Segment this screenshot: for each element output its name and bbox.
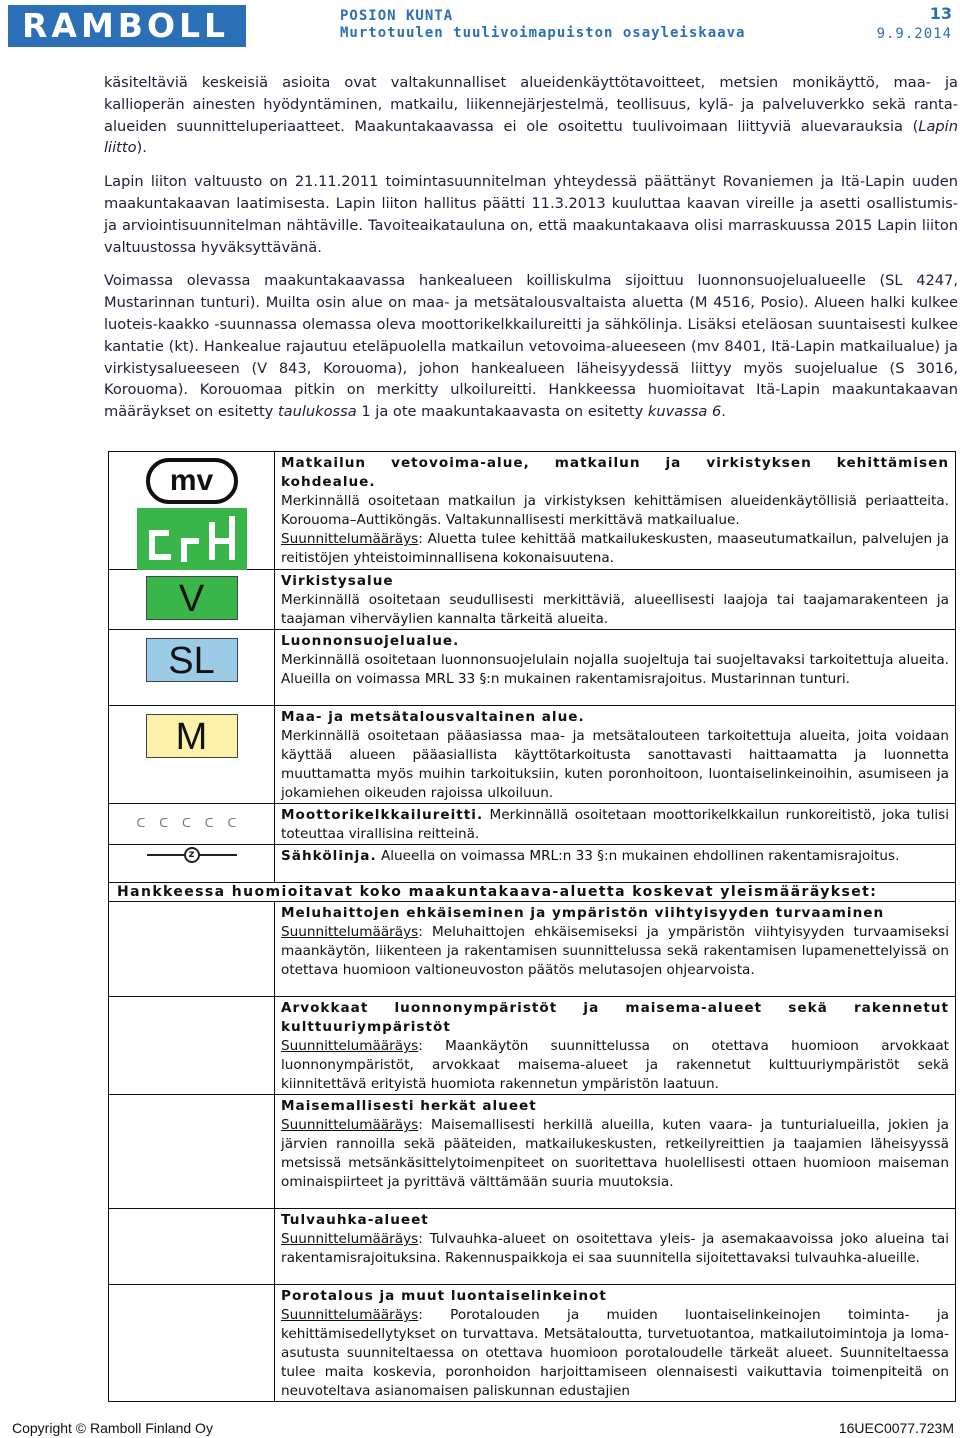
- symbol-cell-powerline: [109, 845, 275, 883]
- snowmobile-route-icon: ᑕᑕᑕᑕᑕ: [136, 816, 251, 830]
- general-noise: Meluhaittojen ehkäiseminen ja ympäristön viihtyisyyden turvaaminen Suunnittelumääräys: Meluhaittojen ehkäisemiseksi ja ympäristön viihtyisyyden turvaamiseksi maankäytön, liikenteen ja rakentamisen suunnittelussa sekä rakentamisen lupamenettelyissä on otettava huomioon valtioneuvoston päätös melutasojen ohjearvoista.: [275, 902, 956, 997]
- sl-symbol-icon: SL: [146, 638, 238, 682]
- page-header: [0, 0, 960, 50]
- general-provisions-header: Hankkeessa huomioitavat koko maakuntakaava-aluetta koskevat yleismääräykset:: [109, 883, 956, 902]
- symbol-cell-mv: [109, 452, 275, 570]
- legend-text-powerline: Sähkölinja. Alueella on voimassa MRL:n 33 §:n mukainen ehdollinen rakentamisrajoitus.: [275, 845, 956, 883]
- table-row: [109, 630, 956, 706]
- legend-text-snowmobile: Moottorikelkkailureitti. Merkinnällä osoitetaan moottorikelkkailun runkoreitistö, joka tulisi toteuttaa virallisina reitteinä.: [275, 804, 956, 845]
- footer-copyright: Copyright © Ramboll Finland Oy: [12, 1420, 213, 1436]
- table-row: [109, 804, 956, 845]
- legend-text-mv: Matkailun vetovoima-alue, matkailun ja virkistyksen kehittämisen kohdealue. Merkinnällä osoitetaan matkailun ja virkistyksen kehittämisen alueidenkäytöllisiä periaatteita. Korouoma–Auttiköngäs. Valtakunnallisesti merkittävä matkailualue. Suunnittelumääräys: Aluetta tulee kehittää matkailukeskusten, maaseutumatkailun, palvelujen ja reitistöjen yhteistoiminnallisena kokonaisuutena.: [275, 452, 956, 570]
- m-symbol-icon: M: [146, 714, 238, 758]
- table-row: [109, 845, 956, 883]
- table-row: [109, 997, 956, 1095]
- general-landscape: Maisemallisesti herkät alueet Suunnittelumääräys: Maisemallisesti herkillä alueilla, kuten vaara- ja tunturialueilla, jokien ja järvien rannoilla sekä pääteiden, matkailukeskusten, retkeilyreittien ja taajamien läheisyyssä metsissä metsänkäsittelytoimenpiteet on suoritettava huolellisesti ottaen huomioon maiseman ominaispiirteet ja pyrittävä välttämään suuria muutoksia.: [275, 1095, 956, 1209]
- ramboll-logo: RAMBOLL: [8, 5, 246, 47]
- symbol-cell-snowmobile: [109, 804, 275, 845]
- symbol-cell-sl: [109, 630, 275, 706]
- v-symbol-icon: V: [146, 576, 238, 620]
- paragraph-lapin-liitto: Lapin liiton valtuusto on 21.11.2011 toimintasuunnitelman yhteydessä päättänyt Rovaniemen ja Itä-Lapin uuden maakuntakaavan laatimisesta. Lapin liiton hallitus päätti 11.3.2013 kuuluttaa kaavan vireille ja asetti osallistumis- ja arviointisuunnitelman nähtäville. Tavoiteaikatauluna on, että maakuntakaava olisi marraskuussa 2015 Lapin liiton valtuustossa hyväksyttävänä.: [104, 173, 958, 256]
- table-row: [109, 452, 956, 570]
- power-line-marker-icon: z: [184, 847, 200, 863]
- table-row: [109, 1285, 956, 1402]
- table-row: [109, 1095, 956, 1209]
- paragraph-intro: käsiteltäviä keskeisiä asioita ovat valtakunnalliset alueidenkäyttötavoitteet, metsien monikäyttö, maa- ja kallioperän ainesten hyödyntäminen, matkailu, liikennejärjestelmä, teollisuus, kylä- ja palveluverkko sekä ranta-alueiden suunnitteluperiaatteet. Maakuntakaavassa ei ole osoitettu tuulivoimaan liittyviä aluevarauksia (Lapin liitto).: [104, 74, 958, 157]
- table-row: [109, 706, 956, 804]
- mv-symbol-icon: mv: [146, 458, 238, 504]
- general-flood: Tulvauhka-alueet Suunnittelumääräys: Tulvauhka-alueet on osoitettava yleis- ja asemakaavoissa joko alueina tai rakentamisrajoituksina. Rakennuspaikkoja ei saa suunnitella sijoitettavaksi tulvauhka-alueille.: [275, 1209, 956, 1285]
- symbol-cell-v: [109, 570, 275, 630]
- legend-text-v: Virkistysalue Merkinnällä osoitetaan seudullisesti merkittäviä, alueellisesti laajoja tai taajamarakenteen ja taajaman viherväylien kannalta tärkeitä alueita.: [275, 570, 956, 630]
- mv-area-pattern-icon: [137, 508, 247, 570]
- general-reindeer: Porotalous ja muut luontaiselinkeinot Suunnittelumääräys: Porotalouden ja muiden luontaiselinkeinojen toiminta- ja kehittämisedellytykset on turvattava. Metsätaloutta, turvetuotantoa, matkailutoimintoja ja loma-asutusta suunniteltaessa on otettava huomioon porotaloudelle tärkeät alueet. Suunniteltaessa tulee maita koskevia, poronhoidon harjoittamiseen olennaisesti vaikuttavia toimenpiteitä on neuvoteltava asianomaisen paliskunnan edustajien: [275, 1285, 956, 1402]
- symbol-cell-m: [109, 706, 275, 804]
- paragraph-maakuntakaava: Voimassa olevassa maakuntakaavassa hankealueen koilliskulma sijoittuu luonnonsuojelualueelle (SL 4247, Mustarinnan tunturi). Muilta osin alue on maa- ja metsätalousvaltaista aluetta (M 4516, Posio). Alueen halki kulkee luoteis-kaakko -suunnassa olemassa oleva moottorikelkkailureitti ja sähkölinja. Lisäksi eteläosan suuntaisesti kulkee kantatie (kt). Hankealue rajautuu eteläpuolella matkailun vetovoima-alueeseen (mv 8401, Itä-Lapin matkailualue) ja virkistysalueeseen (V 843, Korouoma), johon hankealueen läheisyydessä liittyy myös suojelualue (S 3016, Korouoma). Korouomaa pitkin on merkitty ulkoilureitti. Hankkeessa huomioitavat Itä-Lapin maakuntakaavan määräykset on esitetty taulukossa 1 ja ote maakuntakaavasta on esitetty kuvassa 6.: [104, 272, 958, 421]
- table-row: [109, 570, 956, 630]
- document-title: POSION KUNTA: [340, 8, 454, 24]
- legend-table: [108, 451, 956, 1402]
- legend-text-sl: Luonnonsuojelualue. Merkinnällä osoitetaan luonnonsuojelulain nojalla suojeltuja tai suojeltavaksi tarkoitettuja alueita. Alueilla on voimassa MRL 33 §:n mukainen rakentamisrajoitus. Mustarinnan tunturi.: [275, 630, 956, 706]
- footer-document-id: 16UEC0077.723M: [838, 1420, 954, 1436]
- general-valuable-environments: Arvokkaat luonnonympäristöt ja maisema-alueet sekä rakennetut kulttuuriympäristöt Suunnittelumääräys: Maankäytön suunnittelussa on otettava huomioon arvokkaat luonnonympäristöt, arvokkaat maisema-alueet ja rakennetut kulttuuriympäristöt sekä kiinnitettävä erityistä huomiota rakennetun ympäristön laatuun.: [275, 997, 956, 1095]
- table-row: [109, 883, 956, 902]
- legend-text-m: Maa- ja metsätalousvaltainen alue. Merkinnällä osoitetaan pääasiassa maa- ja metsätalouteen tarkoitettuja alueita, joita voidaan käyttää alueen pääasiallista käyttötarkoitusta sanottavasti haittaamatta ja luonnetta muuttamatta myös muihin tarkoituksiin, kuten poronhoitoon, luontaiselinkeinoihin, asumiseen ja jokamiehen oikeuden rajoissa ulkoiluun.: [275, 706, 956, 804]
- page-number: 13: [929, 4, 952, 23]
- document-date: 9.9.2014: [876, 26, 952, 42]
- body-text: [104, 72, 958, 435]
- document-subtitle: Murtotuulen tuulivoimapuiston osayleiskaava: [340, 25, 746, 41]
- table-row: [109, 902, 956, 997]
- table-row: [109, 1209, 956, 1285]
